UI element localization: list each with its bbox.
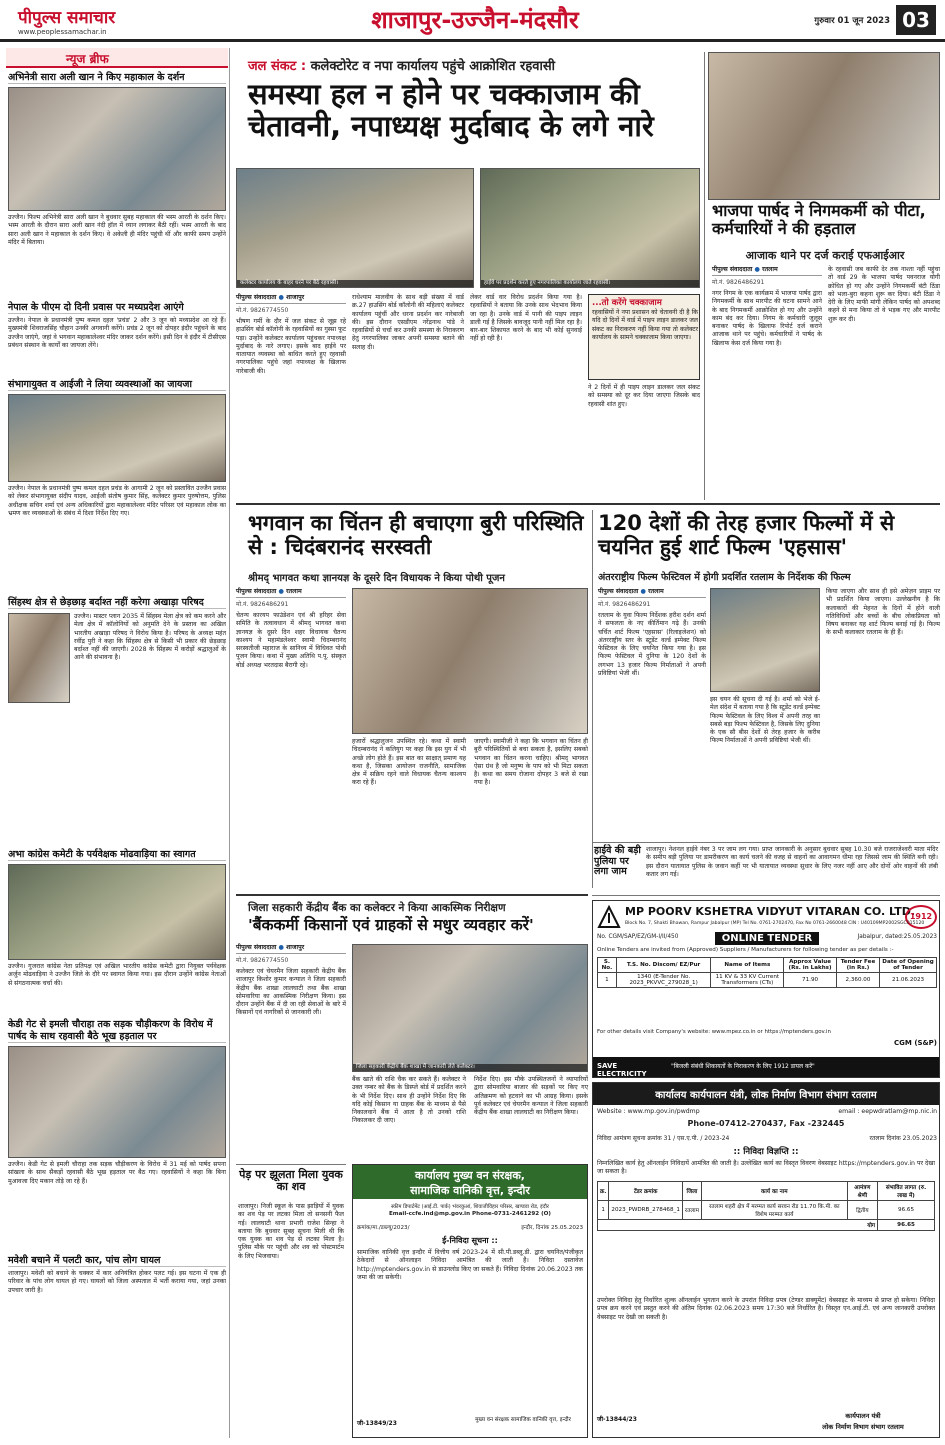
bank-byline-name: पीपुल्स संवाददाता bbox=[236, 944, 277, 951]
mpez-table-cell: 2,360.00 bbox=[836, 973, 879, 988]
lead-byline-place: शाजापुर bbox=[286, 294, 305, 301]
culvert-body: शाजापुर। नेशनल हाईवे नंबर 3 पर जाम लग गया। प्राप्त जानकारी के अनुसार बुधवार सुबह 10.30 बजे राजराजेश्वरी माता मंदिर के समीप बड़ी पुलिया पर डामरीकरण का कार्य चलने की वजह से वाहनों का आवागमन धीमा रहा जिससे जाम की स्थिति बनी रही। इस दौरान यातायात पुलिस के जवान कहीं पर भी यातायात व्यवस्था सुधार के लिए नजर नहीं आए और दोनों ओर वाहनों की लंबी कतार लग गई। bbox=[646, 846, 938, 878]
pwd-table-cell: 2023_PWDRB_278468_1 bbox=[609, 1201, 682, 1220]
paper-logo: पीपुल्स समाचार bbox=[18, 8, 116, 28]
film-story bbox=[596, 508, 940, 890]
culvert-story bbox=[592, 842, 940, 896]
forest-notice-address: स्कीम डिपार्टमेंट (आई.टी. पार्क) भंवरकुआं, शिवाजीविहार परिसर, खण्डवा रोड, इंदौर bbox=[391, 1204, 549, 1210]
pwd-table-cell: रतलाम bbox=[682, 1201, 701, 1220]
pwd-col-header: कार्य का नाम bbox=[701, 1182, 847, 1201]
lead-story bbox=[236, 48, 700, 500]
film-col-2: इस चयन की सूचना दी गई है। शर्मा को भेजे ई-मेल संदेश में बताया गया है कि स्टूडेंट वर्ल्ड इम्पेक्ट फिल्म फेस्टिवल के लिए विश्व में अपनी तरह का सबसे बड़ा फिल्म फेस्टिवल है, जिसके लिए दुनिया के एक सौ बीस देशों से तेरह हजार के करीब फिल्म निर्माताओं ने अपनी प्रविष्टियां भेजी थीं। bbox=[710, 696, 820, 745]
bank-byline-mobile: मो.नं. 9826774550 bbox=[236, 957, 289, 964]
pwd-header bbox=[593, 1083, 939, 1105]
mpez-slogan: SAVE ELECTRICITY bbox=[597, 1062, 647, 1078]
lead-kicker bbox=[248, 56, 698, 74]
mpez-col-header: Name of Items bbox=[711, 958, 784, 973]
pwd-table-body bbox=[598, 1201, 935, 1231]
pwd-table-cell: 1 bbox=[598, 1201, 609, 1220]
mpez-table bbox=[597, 957, 937, 1025]
brief-body-1: उज्जैन। फिल्म अभिनेत्री सारा अली खान ने बुधवार सुबह महाकाल की भस्म आरती के दर्शन किए। भस्म आरती के दौरान सारा अली खान नंदी हॉल में ध्यान लगाकर बैठी रहीं। भस्म आरती के बाद सारा अली खान ने महाकाल के दर्शन किए। वे अकेली ही मंदिर पहुंची थीं और काफी समय उन्होंने मंदिर में बिताया। bbox=[8, 214, 226, 246]
mpez-intro: Online Tenders are invited from (Approved) Suppliers / Manufacturers for following tender as per details :- bbox=[597, 947, 894, 953]
lead-kicker-text: कलेक्टोरेट व नपा कार्यालय पहुंचे आक्रोशित रहवासी bbox=[310, 59, 555, 74]
bjp-col-2: के रहवासी जब काफी देर तक नाश्ता नहीं पहुंचा तो वार्ड 29 के भाजपा पार्षद पवनराज योगी क्रोधित हो गए और उन्होंने निगमकर्मी बंटी ठिंडा को भला-बुरा कहना शुरू कर दिया। बंटी ठिंडा ने देरी के लिए माफी मांगी लेकिन पार्षद को अपशब्द कहने से मना किया तो वे भड़क गए और मारपीट शुरू कर दी। bbox=[828, 266, 940, 323]
pwd-table-cell: 96.65 bbox=[878, 1201, 935, 1220]
brief-photo-6 bbox=[8, 1046, 226, 1158]
lead-col-2: राधेश्याम मालवीय के साथ बड़ी संख्या में वार्ड क्र.27 हाउसिंग बोर्ड कॉलोनी की महिलाएं कलेक्टर कार्यालय पहुंचीं और धरना प्रदर्शन कर नारेबाजी की। इस दौरान एसडीएम नरेंद्रनाथ पांडे ने रहवासियों से चर्चा कर उनकी समस्या के निराकरण हेतु नगरपालिका जाकर अपनी समस्या बताने की सलाह दी। bbox=[352, 294, 464, 351]
bank-photo-caption: जिला सहकारी केंद्रीय बैंक शाखा में जानकारी लेते कलेक्टर। bbox=[353, 1064, 587, 1071]
pwd-table-header bbox=[598, 1182, 935, 1201]
bjp-byline-place: रतलाम bbox=[762, 266, 778, 273]
forest-notice-header bbox=[353, 1165, 587, 1199]
brief-photo-3 bbox=[8, 394, 226, 482]
issue-date: गुरुवार 01 जून 2023 bbox=[814, 16, 890, 26]
spiritual-photo bbox=[352, 588, 588, 734]
spiritual-col-2: हजारों श्रद्धालुजन उपस्थित रहे। कथा में स्वामी चिदम्बरानंद ने कलियुग पर कहा कि इस युग में भी अच्छे लोग होते हैं। इस बात का साक्षात् प्रमाण यह कथा है, जिसका आयोजन राजनीति, सामाजिक क्षेत्र में सक्रिय रहने वाले विधायक चैतन्य काश्यप करा रहे हैं। bbox=[352, 738, 466, 787]
mpez-logo-icon bbox=[597, 905, 621, 929]
mpez-table-cell: 1340 (E-Tender No. 2023_PKVVC_279028_1) bbox=[616, 973, 711, 988]
body-found-headline: पेड़ पर झूलता मिला युवक का शव bbox=[239, 1168, 343, 1194]
spiritual-byline-mobile: मो.नं. 9826486291 bbox=[236, 601, 289, 608]
mpez-dated: Jabalpur, dated:25.05.2023 bbox=[857, 934, 937, 940]
culvert-headline: हाईवे की बड़ी पुलिया पर लगा जाम bbox=[594, 845, 641, 878]
spiritual-col-3: जाएगी। स्वामीजी ने कहा कि भगवान का चिंतन ही बुरी परिस्थितियों से बचा सकता है, इसलिए सबको भगवान का चिंतन करना चाहिए। श्रीमद् भागवत ऐसा ग्रंथ है जो मनुष्य के पाप को भी मिटा सकता है। कथा का समय रोजाना दोपहर 3 बजे से रखा गया है। bbox=[474, 738, 588, 787]
pwd-col-header: संभावित लागत (रु. लाख में) bbox=[878, 1182, 935, 1201]
brief-body-3: उज्जैन। नेपाल के प्रधानमंत्री पुष्प कमल दहल प्रचंड के आगामी 2 जून को प्रस्तावित उज्जैन प्रवास को लेकर संभागायुक्त संदीप यादव, आईजी संतोष कुमार सिंह, कलेक्टर कुमार पुरुषोत्तम, पुलिस अधीक्षक सचिन शर्मा एवं अन्य अधिकारियों द्वारा महाकालेश्वर मंदिर परिसर एवं महाकाल लोक का भ्रमण कर व्यवस्थाओं के संबंध में दिशा निर्देश दिए गए। bbox=[8, 485, 226, 517]
forest-notice-email[interactable]: Email-ccfe.ind@mp.gov.in Phone-0731-2461292 (O) bbox=[388, 1211, 551, 1217]
mpez-tender-table bbox=[597, 957, 937, 988]
mpez-save-electricity-bar bbox=[593, 1057, 939, 1077]
bank-col-1: कलेक्टर एवं चेयरमैन जिला सहकारी केंद्रीय बैंक शाजापुर किशोर कुमार कन्याल ने जिला सहकारी केंद्रीय बैंक शाखा लालघाटी तथा बैंक शाखा सोमवारिया का आकस्मिक निरीक्षण किया। इस दौरान उन्होंने बैंक में दी जा रही सेवाओं के बारे में किसानों एवं नागरिकों से जानकारी ली। bbox=[236, 968, 346, 1017]
brief-body-2: उज्जैन। नेपाल के प्रधानमंत्री पुष्प कमल दहल 'प्रचंड' 2 और 3 जून को मध्यप्रदेश आ रहे हैं। मुख्यमंत्री शिवराजसिंह चौहान उनकी अगवानी करेंगे। प्रचंड 2 जून को दोपहर इंदौर पहुंचने के बाद उज्जैन जाएंगे, जहां वे भगवान महाकालेश्वर मंदिर जाकर दर्शन करेंगे। इसी दिन वे इंदौर में टीसीएस प्रबंधन संस्थान के कार्यों का जायजा लेंगे। bbox=[8, 317, 226, 349]
lead-byline: पीपुल्स संवाददाता ● शाजापुर bbox=[236, 294, 346, 304]
mpez-table-cell: 11 KV & 33 KV Current Transformers (CTs) bbox=[711, 973, 784, 988]
pwd-phone: Phone-07412-270437, Fax -232445 bbox=[687, 1119, 845, 1128]
pwd-sign-line-1: कार्यपालन यंत्री bbox=[845, 1412, 881, 1420]
lead-headline: समस्या हल न होने पर चक्काजाम की चेतावनी, नपाध्यक्ष मुर्दाबाद के लगे नारे bbox=[248, 77, 654, 144]
spiritual-story bbox=[236, 508, 588, 890]
bank-headline: 'बैंककर्मी किसानों एवं ग्राहकों से मधुर व्यवहार करें' bbox=[248, 916, 534, 934]
pwd-section-title: :: निविदा विज्ञप्ति :: bbox=[733, 1147, 799, 1157]
lead-photo-2 bbox=[480, 168, 700, 288]
mpez-tender-notice bbox=[592, 900, 940, 1078]
mpez-table-row bbox=[598, 973, 937, 988]
edition-title: शाजापुर-उज्जैन-मंदसौर bbox=[371, 6, 579, 34]
body-found-body: शाजापुर। निजी स्कूल के पास झाड़ियों में युवक का शव पेड़ पर लटका मिला तो सनसनी फैल गई। लालघाटी थाना प्रभारी राजेश सिन्हा ने बताया कि बुधवार सुबह सूचना मिली थी कि एक युवक का शव पेड़ से लटका मिला है। पुलिस मौके पर पहुंची और शव को पोस्टमार्टम के लिए भिजवाया। bbox=[238, 1203, 344, 1260]
film-headline: 120 देशों की तेरह हजार फिल्मों में से चयनित हुई शार्ट फिल्म 'एहसास' bbox=[598, 511, 895, 559]
film-byline-place: रतलाम bbox=[648, 588, 664, 595]
mpez-table-cell: 71.90 bbox=[784, 973, 837, 988]
bank-col-3: निर्देश दिए। इस मौके उपस्थितजनों ने व्यापारियों द्वारा सोमवारिया बाजार की सड़कों पर किए गए अतिक्रमण को हटवाने का भी आग्रह किया। इसके पूर्व कलेक्टर एवं चेयरमैन कन्याल ने जिला सहकारी केंद्रीय बैंक शाखा लालघाटी का निरीक्षण किया। bbox=[474, 1076, 588, 1117]
mpez-table-cell: 21.06.2023 bbox=[880, 973, 937, 988]
pwd-col-header: क्र. bbox=[598, 1182, 609, 1201]
pwd-tender-table bbox=[597, 1181, 935, 1231]
page-number: 03 bbox=[896, 5, 936, 35]
brief-headline-6: केडी गेट से इमली चौराहा तक सड़क चौड़ीकरण के विरोध में पार्षद के साथ रहवासी बैठे भूख हड़ताल पर bbox=[8, 1019, 226, 1043]
brief-headline-3: संभागायुक्त व आईजी ने लिया व्यवस्थाओं का जायजा bbox=[8, 379, 226, 391]
brief-headline-4: सिंहस्थ क्षेत्र से छेड़छाड़ बर्दाश्त नहीं करेगा अखाड़ा परिषद bbox=[8, 597, 226, 609]
lead-photo-1 bbox=[236, 168, 474, 288]
pwd-table-cell: रतलाम शहरी क्षेत्र में मरम्मत कार्य सरवन रोड 11.70 कि.मी. का विशेष मरम्मत कार्य bbox=[701, 1201, 847, 1220]
bjp-photo bbox=[708, 52, 940, 200]
pwd-total-row bbox=[598, 1220, 935, 1231]
lead-sidebox-title: ...तो करेंगे चक्काजाम bbox=[592, 298, 662, 308]
forest-notice-body: सामाजिक वानिकी वृत्त इन्दौर में वित्तीय वर्ष 2023-24 में सी.पी.डब्लू.डी. द्वारा चयनित/पंजीकृत ठेकेदारों से ऑनलाइन निविदा आमंत्रित की जाती है। निविदा दस्तावेज http://mptenders.gov.in से डाउनलोड किए जा सकते हैं। निविदा दिनांक 20.06.2023 तक जमा की जा सकेगी। bbox=[357, 1249, 583, 1281]
brief-headline-1: अभिनेत्री सारा अली खान ने किए महाकाल के दर्शन bbox=[8, 72, 226, 84]
news-brief-header bbox=[6, 48, 228, 68]
film-photo bbox=[710, 588, 820, 692]
mpez-table-header bbox=[598, 958, 937, 973]
pwd-col-header: आमंत्रण श्रेणी bbox=[847, 1182, 877, 1201]
lead-photo-1-caption: कलेक्टर कार्यालय के बाहर धरने पर बैठे रहवासी। bbox=[237, 280, 473, 287]
film-col-1: रतलाम के युवा फिल्म निर्देशक हरीश दर्शन शर्मा ने सफलता के नए कीर्तिमान गढ़े हैं। उनकी चर्चित शार्ट फिल्म 'एहसास' (रिलाइजेशन) को अंतरराष्ट्रीय स्तर के स्टूडेंट वर्ल्ड इम्पेक्ट फिल्म फेस्टिवल के लिए चयनित किया गया है। इस फिल्म फेस्टिवल में दुनिया के 120 देशों के लगभग 13 हजार फिल्म निर्माताओं ने अपनी प्रविष्टियां भेजी थीं। bbox=[598, 612, 706, 678]
brief-headline-5: अभा कांग्रेस कमेटी के पर्यवेक्षक मोढवाड़िया का स्वागत bbox=[8, 849, 226, 861]
mpez-table-body bbox=[598, 973, 937, 988]
film-col-3: किया जाएगा और साथ ही इसे अमेज़न प्राइम पर भी प्रदर्शित किया जाएगा। उल्लेखनीय है कि कलाकारों की मेहनत के दिनों में होने वाली गतिविधियों और बच्चों के बीच लोकप्रियता को विषय बनाकर यह शार्ट फिल्म बनाई गई है। फिल्म के सभी कलाकार रतलाम के ही हैं। bbox=[826, 588, 940, 637]
mpez-address: Block No. 7, Shakti Bhawan, Rampur Jabalpur (MP) Tel No. 0761-2702470, Fax No 0761-2660048 CIN : U40109MP2002SGC015120 bbox=[625, 921, 925, 926]
film-byline-name: पीपुल्स संवाददाता bbox=[598, 588, 639, 595]
pwd-table bbox=[597, 1181, 935, 1289]
lead-byline-mobile: मो.नं. 9826774550 bbox=[236, 307, 289, 314]
pwd-col-header: जिला bbox=[682, 1182, 701, 1201]
spiritual-subhead: श्रीमद् भागवत कथा ज्ञानयज्ञ के दूसरे दिन विधायक ने किया पोथी पूजन bbox=[248, 573, 505, 584]
bjp-byline: पीपुल्स संवाददाता ● रतलाम bbox=[712, 266, 822, 276]
bank-byline: पीपुल्स संवाददाता ● शाजापुर bbox=[236, 944, 346, 954]
forest-notice-heading: ई-निविदा सूचना :: bbox=[442, 1236, 498, 1245]
news-brief-title: न्यूज ब्रीफ bbox=[66, 52, 109, 66]
film-byline-mobile: मो.नं. 9826486291 bbox=[598, 601, 651, 608]
brief-headline-7: मवेशी बचाने में पलटी कार, पांच लोग घायल bbox=[8, 1255, 226, 1267]
mpez-table-cell: 1 bbox=[598, 973, 617, 988]
mpez-col-header: S. No. bbox=[598, 958, 617, 973]
film-byline: पीपुल्स संवाददाता ● रतलाम bbox=[598, 588, 706, 598]
pwd-notice-number: निविदा आमंत्रण सूचना क्रमांक 31 / एस.ए.पी. / 2023-24 bbox=[597, 1135, 730, 1142]
brief-body-7: शाजापुर। मवेशी को बचाने के चक्कर में कार अनियंत्रित होकर पलट गई। इस घटना में एक ही परिवार के पांच लोग घायल हो गए। घायलों को जिला अस्पताल में भर्ती कराया गया, जहां उनका उपचार जारी है। bbox=[8, 1270, 226, 1294]
bjp-story bbox=[708, 48, 940, 500]
pwd-notice-date: रतलाम दिनांक 23.05.2023 bbox=[869, 1135, 937, 1142]
brief-photo-4 bbox=[8, 613, 70, 703]
pwd-website[interactable]: Website : www.mp.gov.in/pwdmp bbox=[597, 1108, 700, 1115]
forest-notice-number: क्रमांक/मा./डब्ल्यू/2023/ bbox=[357, 1225, 410, 1231]
mpez-col-header: T.S. No. Discom/ EZ/Pur bbox=[616, 958, 711, 973]
lead-byline-name: पीपुल्स संवाददाता bbox=[236, 294, 277, 301]
spiritual-byline: पीपुल्स संवाददाता ● रतलाम bbox=[236, 588, 346, 598]
forest-notice-title-2: सामाजिक वानिकी वृत्त, इन्दौर bbox=[410, 1184, 530, 1197]
mpez-footer-note[interactable]: For other details visit Company's website: www.mpez.co.in or https://mptenders.gov.in bbox=[597, 1029, 831, 1035]
mpez-online-tender-label: ONLINE TENDER bbox=[715, 932, 819, 945]
lead-col-3: लेकर वार्ड वार विरोध प्रदर्शन किया गया है। रहवासियों ने बताया कि उनके साथ भेदभाव किया जा रहा है। उनके वार्ड में पानी की पाइप लाइन डाली गई है जिसके बावजूद पानी नहीं मिल रहा है। बार-बार शिकायत करने के बाद भी कोई सुनवाई नहीं हो रही है। bbox=[470, 294, 582, 343]
mpez-company: MP POORV KSHETRA VIDYUT VITARAN CO. LTD. bbox=[625, 905, 916, 918]
pwd-footer-left: जी-13844/23 bbox=[597, 1416, 637, 1423]
spiritual-headline: भगवान का चिंतन ही बचाएगा बुरी परिस्थिति से : चिदंबरानंद सरस्वती bbox=[248, 511, 584, 559]
lead-sidebox-body: रहवासियों ने नपा प्रशासन को चेतावनी दी है कि यदि दो दिनों में वार्ड में पाइप लाइन डालकर जल संकट का निराकरण नहीं किया गया तो कलेक्टर कार्यालय के सामने चक्काजाम किया जाएगा। bbox=[592, 309, 698, 341]
bjp-headline: भाजपा पार्षद ने निगमकर्मी को पीटा, कर्मचारियों ने की हड़ताल bbox=[712, 201, 926, 238]
brief-body-4: उज्जैन। मास्टर प्लान 2035 में सिंहस्थ मेला क्षेत्र को कम करने और मेला क्षेत्र में कॉलोनियों को अनुमति देने के प्रस्ताव का अखिल भारतीय अखाड़ा परिषद ने विरोध किया है। परिषद के अध्यक्ष महंत रवींद्र पुरी ने कहा कि सिंहस्थ क्षेत्र से किसी भी प्रकार की छेड़छाड़ बर्दाश्त नहीं की जाएगी। 2028 के सिंहस्थ में करोड़ों श्रद्धालुओं के आने की संभावना है। bbox=[74, 613, 226, 662]
pwd-total-value: 96.65 bbox=[878, 1220, 935, 1231]
mpez-signature: CGM (S&P) bbox=[894, 1039, 937, 1047]
forest-notice-footer-right: मुख्य वन संरक्षक सामाजिक वानिकी वृत्त, इन्दौर bbox=[475, 1417, 571, 1423]
bjp-byline-name: पीपुल्स संवाददाता bbox=[712, 266, 753, 273]
mpez-1912-badge: 1912 bbox=[905, 905, 937, 929]
pwd-table-row bbox=[598, 1201, 935, 1220]
pwd-sign-line-2: लोक निर्माण विभाग संभाग रतलाम bbox=[822, 1423, 904, 1431]
bjp-col-1: नगर निगम के एक कार्यक्रम में भाजपा पार्षद द्वारा निगमकर्मी के साथ मारपीट की घटना सामने आने के बाद निगमकर्मी आक्रोशित हो गए और उन्होंने काम बंद कर दिया। निगम के कर्मचारी जुलूस बनाकर पार्षद के खिलाफ रिपोर्ट दर्ज कराने आजाक थाने पर पहुंचे। कर्मचारियों ने पार्षद के खिलाफ केस दर्ज किया गया है। bbox=[712, 290, 822, 347]
lead-sidebox bbox=[588, 294, 700, 380]
pwd-tender-notice bbox=[592, 1082, 940, 1438]
lead-photo-2-caption: हाईवे पर प्रदर्शन करते हुए नगरपालिका कार्यालय जाते रहवासी। bbox=[481, 280, 699, 287]
mpez-col-header: Date of Opening of Tender bbox=[880, 958, 937, 973]
bjp-subhead: आजाक थाने पर दर्ज कराई एफआईआर bbox=[745, 249, 905, 262]
brief-body-5: उज्जैन। गुजरात कांग्रेस नेता प्रतिपक्ष एवं अखिल भारतीय कांग्रेस कमेटी द्वारा नियुक्त पर्यवेक्षक अर्जुन मोढवाड़िया ने उज्जैन जिले के दौरे पर स्वागत किया गया। इस दौरान उन्होंने कांग्रेस नेताओं से संगठनात्मक चर्चा की। bbox=[8, 963, 226, 987]
forest-notice-date: इन्दौर, दिनांक 25.05.2023 bbox=[521, 1225, 583, 1231]
spiritual-col-1: चेतन्य कारयप फाउंडेशन एवं श्री हरिहर सेवा समिति के तत्वावधान में श्रीमद् भागवत कथा ज्ञानयज्ञ के दूसरे दिन शहर विधायक चैतन्य काश्यप ने महामंडलेश्वर स्वामी चिदम्बरानंद सरस्वतीजी महाराज के सानिध्य में विधिवत पोथी पूजन किया। कथा में मुख्य अतिथि प.पू. संस्कृत बोर्ड अध्यक्ष भरतदास बैरागी रहे। bbox=[236, 612, 346, 669]
pwd-footer-text: उपरोक्त निविदा हेतु निर्धारित शुल्क ऑनलाईन भुगतान करने के उपरांत निविदा प्रपत्र (टेण्डर डाक्यूमेंट) वेबसाइट के माध्यम से प्राप्त हो सकेगा। निविदा प्रपत्र क्रय करने एवं प्रस्तुत करने की अंतिम दिनांक 02.06.2023 समय 17:30 बजे निर्धारित है। विस्तृत एन.आई.टी. एवं अन्य जानकारी उपरोक्त वेबसाइट पर देखी जा सकती है। bbox=[597, 1297, 936, 1321]
lead-col-1: भीषण गर्मी के दौर में जल संकट से जूझ रहे हाउसिंग बोर्ड कॉलोनी के रहवासियों का गुस्सा फूट पड़ा। उन्होंने कलेक्टर कार्यालय पहुंचकर नपाध्यक्ष मुर्दाबाद के नारे लगाए। इसके बाद हाईवे पर यातायात व्यवस्था को बाधित करते हुए रहवासी नगरपालिका पहुंचे जहां नपाध्यक्ष के खिलाफ नारेबाजी की। bbox=[236, 318, 346, 375]
brief-headline-2: नेपाल के पीएम दो दिनी प्रवास पर मध्यप्रदेश आएंगे bbox=[8, 302, 226, 314]
brief-photo-5 bbox=[8, 864, 226, 960]
mpez-col-header: Approx Value (Rs. in Lakhs) bbox=[784, 958, 837, 973]
bjp-byline-mobile: मो.नं. 9826486291 bbox=[712, 279, 765, 286]
masthead bbox=[0, 0, 945, 42]
lead-col-4: ने 2 दिनों में ही पाइप लाइन डालकर जल संकट को समस्या को दूर कर दिया जाएगा जिसके बाद रहवासी शांत हुए। bbox=[588, 384, 700, 408]
forest-notice-footer-left: जी-13849/23 bbox=[357, 1420, 397, 1427]
mpez-col-header: Tender Fee (in Rs.) bbox=[836, 958, 879, 973]
bank-photo bbox=[352, 944, 588, 1072]
pwd-title: कार्यालय कार्यपालन यंत्री, लोक निर्माण विभाग संभाग रतलाम bbox=[655, 1090, 877, 1101]
brief-photo-1 bbox=[8, 87, 226, 211]
spiritual-byline-place: रतलाम bbox=[286, 588, 302, 595]
pwd-total-label: योग bbox=[598, 1220, 878, 1231]
pwd-col-header: टेंडर क्रमांक bbox=[609, 1182, 682, 1201]
bank-story bbox=[236, 898, 588, 1160]
body-found-story bbox=[236, 1164, 346, 1438]
news-brief-column bbox=[6, 48, 230, 1438]
pwd-table-cell: द्वितीय bbox=[847, 1201, 877, 1220]
mpez-slogan-hindi: "बिजली संबंधी शिकायतों के निराकरण के लिए 1912 डायल करें" bbox=[671, 1063, 815, 1070]
pwd-email[interactable]: email : eepwdratlam@mp.nic.in bbox=[838, 1108, 937, 1115]
bank-byline-place: शाजापुर bbox=[286, 944, 305, 951]
brief-body-6: उज्जैन। केडी गेट से इमली चौराहा तक सड़क चौड़ीकरण के विरोध में 31 मई को पार्षद सपना सांखला के साथ सैकड़ों रहवासी बैठे भूख हड़ताल पर बैठ गए। रहवासियों ने कहा कि बिना मुआवजा दिए मकान तोड़े जा रहे हैं। bbox=[8, 1161, 226, 1185]
paper-website[interactable]: www.peoplessamachar.in bbox=[18, 28, 107, 36]
forest-notice-title-1: कार्यालय मुख्य वन संरक्षक, bbox=[415, 1169, 525, 1182]
mpez-ref: No. CGM/SAP/EZ/GM-I/II/450 bbox=[597, 934, 679, 940]
bank-kicker: जिला सहकारी केंद्रीय बैंक का कलेक्टर ने किया आकस्मिक निरीक्षण bbox=[248, 902, 506, 914]
pwd-intro: निम्नलिखित कार्य हेतु ऑनलाईन निविदायें आमंत्रित की जाती है। उल्लेखित कार्य का विस्तृत विवरण वेबसाइट https://mptenders.gov.in पर देखा जा सकता है। bbox=[597, 1160, 935, 1176]
spiritual-byline-name: पीपुल्स संवाददाता bbox=[236, 588, 277, 595]
film-subhead: अंतरराष्ट्रीय फिल्म फेस्टिवल में होगी प्रदर्शित रतलाम के निर्देशक की फिल्म bbox=[598, 572, 851, 583]
lead-kicker-label: जल संकट : bbox=[248, 59, 307, 74]
bank-col-2: बैंक खाते की राशि चैक कर सकते हैं। कलेक्टर ने उक्त नम्बर को बैंक के डिस्प्ले बोर्ड में प्रदर्शित करने के भी निर्देश दिए। साथ ही उन्होंने निर्देश दिए कि यदि कोई किसान या ग्राहक बैंक के माध्यम से पैसे निकालवाने बैंक में आता है तो उनको राशि निकालकर दी जाए। bbox=[352, 1076, 466, 1125]
forest-tender-notice bbox=[352, 1164, 588, 1438]
